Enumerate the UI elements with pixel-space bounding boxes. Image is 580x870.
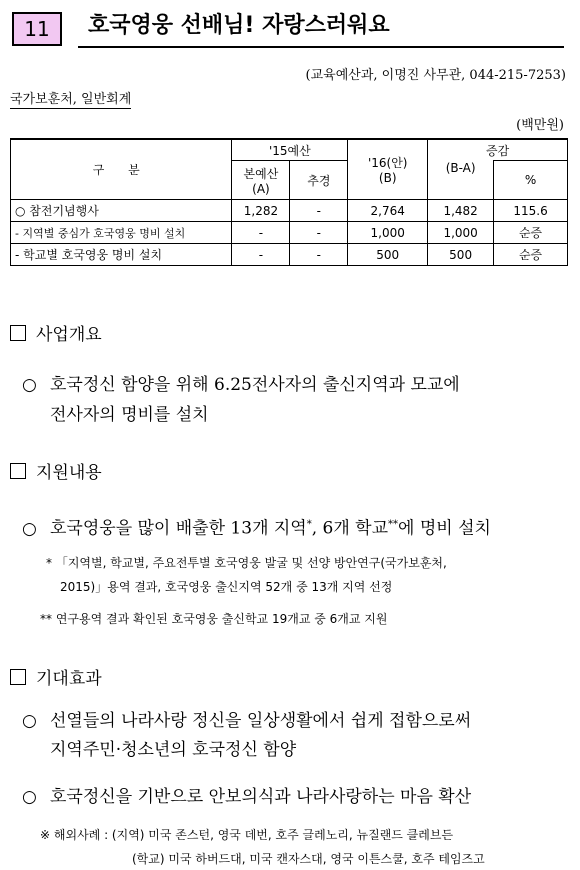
cell-supp: -	[290, 200, 348, 222]
cell-change: 1,482	[428, 200, 494, 222]
header-change: 증감	[428, 139, 568, 161]
item-number-text: 11	[24, 17, 50, 41]
bullet-icon: ○	[22, 518, 37, 539]
header-change-sub: (B-A)	[428, 161, 494, 200]
title-underline	[78, 46, 564, 48]
cell-pct: 순증	[494, 244, 568, 266]
checkbox-square-icon	[10, 463, 26, 479]
section-support-heading: 지원내용	[10, 458, 102, 483]
bullet-icon: ○	[22, 375, 37, 395]
cell-budget: -	[232, 222, 290, 244]
header-pct: %	[494, 161, 568, 200]
header-budget: 본예산 (A)	[232, 161, 290, 200]
item-number	[12, 12, 62, 46]
overview-item: ○ 호국정신 함양을 위해 6.25전사자의 출신지역과 모교에	[22, 370, 460, 400]
section-effect-heading: 기대효과	[10, 664, 102, 689]
cell-budget: 1,282	[232, 200, 290, 222]
budget-table	[10, 138, 568, 266]
bullet-icon: ○	[22, 711, 37, 731]
footnote-1: * 「지역별, 학교별, 주요전투별 호국영웅 발굴 및 선양 방안연구(국가보훈처,	[46, 556, 447, 570]
cell-pct: 115.6	[494, 200, 568, 222]
effect-item-1-cont: 지역주민·청소년의 호국정신 함양	[50, 740, 297, 760]
unit-label: (백만원)	[516, 118, 564, 133]
footnote-1-cont: 2015)」용역 결과, 호국영웅 출신지역 52개 중 13개 지역 선정	[60, 580, 393, 594]
overseas-examples-cont: (학교) 미국 하버드대, 미국 캔자스대, 영국 이튼스쿨, 호주 테임즈고	[132, 852, 485, 866]
header-2016: '16(안) (B)	[348, 139, 428, 200]
effect-item-2: ○ 호국정신을 기반으로 안보의식과 나라사랑하는 마음 확산	[22, 782, 471, 812]
table-row	[11, 244, 568, 266]
cell-2016: 2,764	[348, 200, 428, 222]
overview-item-cont: 전사자의 명비를 설치	[50, 405, 209, 425]
section-overview-heading: 사업개요	[10, 320, 102, 345]
cell-supp: -	[290, 222, 348, 244]
cell-budget: -	[232, 244, 290, 266]
row-name: - 지역별 중심가 호국영웅 명비 설치	[11, 222, 232, 244]
overseas-examples: ※ 해외사례 : (지역) 미국 존스턴, 영국 데번, 호주 글레노리, 뉴질랜드 클레브든	[40, 828, 454, 842]
cell-change: 1,000	[428, 222, 494, 244]
checkbox-square-icon	[10, 325, 26, 341]
contact-info: (교육예산과, 이명진 사무관, 044-215-7253)	[305, 68, 566, 83]
support-item: ○ 호국영웅을 많이 배출한 13개 지역*, 6개 학교**에 명비 설치	[22, 510, 491, 544]
effect-item-1: ○ 선열들의 나라사랑 정신을 일상생활에서 쉽게 접함으로써	[22, 706, 471, 736]
header-category: 구 분	[11, 139, 232, 200]
row-name: - 학교별 호국영웅 명비 설치	[11, 244, 232, 266]
page-title: 호국영웅 선배님! 자랑스러워요	[88, 13, 390, 38]
header-supp: 추경	[290, 161, 348, 200]
table-row	[11, 200, 568, 222]
header-2015: '15예산	[232, 139, 348, 161]
table-row	[11, 222, 568, 244]
footnote-2: ** 연구용역 결과 확인된 호국영웅 출신학교 19개교 중 6개교 지원	[40, 612, 388, 626]
cell-pct: 순증	[494, 222, 568, 244]
cell-2016: 500	[348, 244, 428, 266]
budget-info: 국가보훈처, 일반회계	[10, 92, 132, 107]
row-name: ○ 참전기념행사	[11, 200, 232, 222]
bullet-icon: ○	[22, 787, 37, 807]
cell-supp: -	[290, 244, 348, 266]
cell-change: 500	[428, 244, 494, 266]
cell-2016: 1,000	[348, 222, 428, 244]
checkbox-square-icon	[10, 669, 26, 685]
